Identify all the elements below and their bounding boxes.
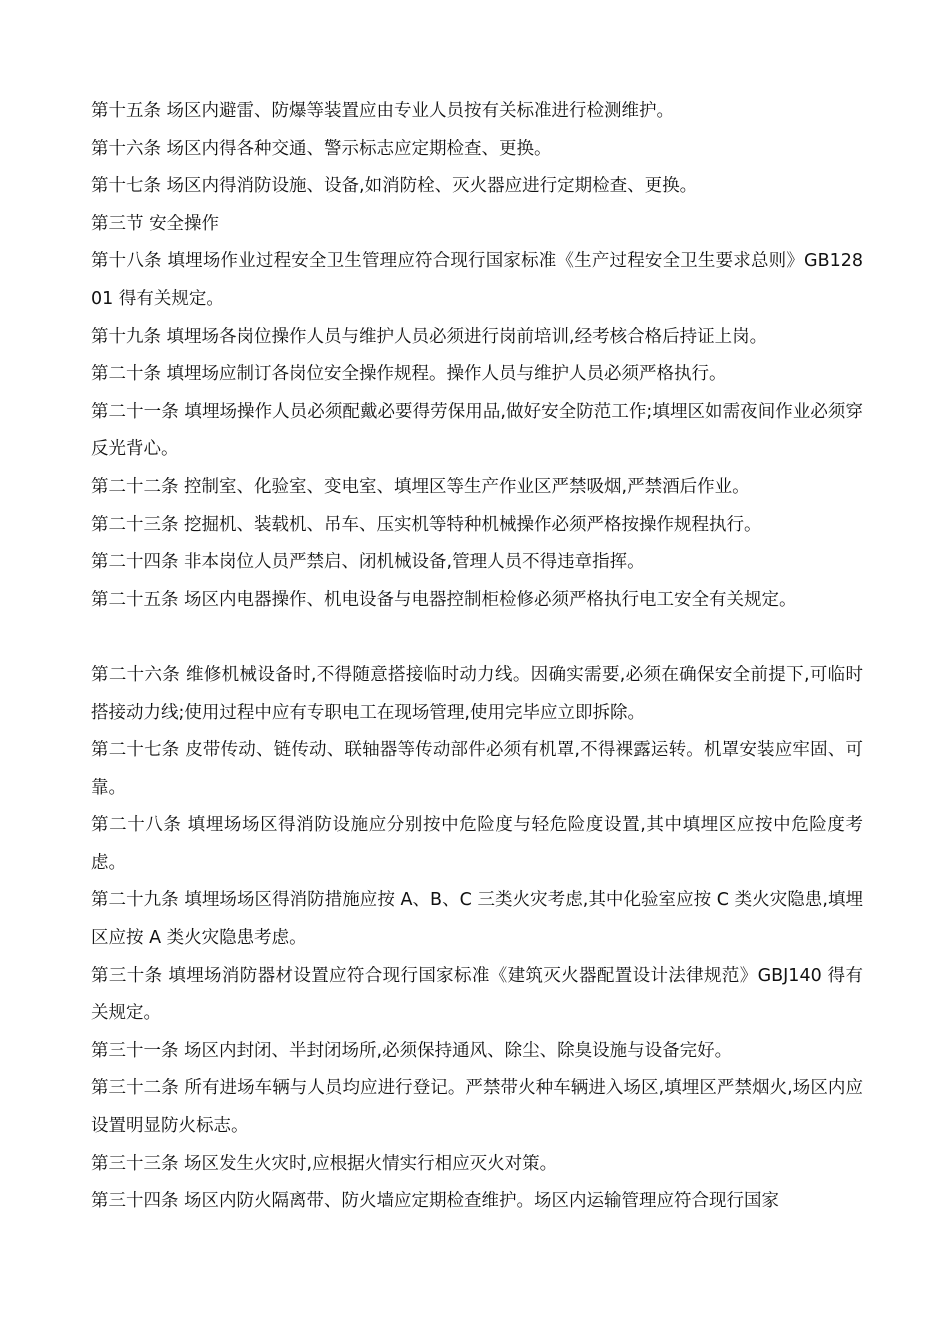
- article-32: 第三十二条 所有进场车辆与人员均应进行登记。严禁带火种车辆进入场区,填埋区严禁烟火,场区内应设置明显防火标志。: [91, 1078, 863, 1137]
- article-27: 第二十七条 皮带传动、链传动、联轴器等传动部件必须有机罩,不得裸露运转。机罩安装应牢固、可靠。: [91, 740, 863, 798]
- article-26: 第二十六条 维修机械设备时,不得随意搭接临时动力线。因确实需要,必须在确保安全前提下,可临时搭接动力线;使用过程中应有专职电工在现场管理,使用完毕应立即拆除。: [91, 664, 863, 723]
- article-18: 第十八条 填埋场作业过程安全卫生管理应符合现行国家标准《生产过程安全卫生要求总则》GB12801 得有关规定。: [91, 251, 863, 309]
- paragraph-gap: [91, 619, 863, 657]
- article-23: 第二十三条 挖掘机、装载机、吊车、压实机等特种机械操作必须严格按操作规程执行。: [91, 514, 762, 535]
- article-22: 第二十二条 控制室、化验室、变电室、填埋区等生产作业区严禁吸烟,严禁酒后作业。: [91, 476, 750, 497]
- article-29: 第二十九条 填埋场场区得消防措施应按 A、B、C 三类火灾考虑,其中化验室应按 C 类火灾隐患,填埋区应按 A 类火灾隐患考虑。: [91, 890, 863, 949]
- article-33: 第三十三条 场区发生火灾时,应根据火情实行相应灭火对策。: [91, 1153, 558, 1174]
- section-heading: 第三节 安全操作: [91, 213, 220, 234]
- article-30: 第三十条 填埋场消防器材设置应符合现行国家标准《建筑灭火器配置设计法律规范》GBJ140 得有关规定。: [91, 965, 863, 1024]
- article-16: 第十六条 场区内得各种交通、警示标志应定期检查、更换。: [91, 138, 552, 159]
- article-31: 第三十一条 场区内封闭、半封闭场所,必须保持通风、除尘、除臭设施与设备完好。: [91, 1040, 733, 1061]
- article-34: 第三十四条 场区内防火隔离带、防火墙应定期检查维护。场区内运输管理应符合现行国家: [91, 1191, 780, 1212]
- article-25: 第二十五条 场区内电器操作、机电设备与电器控制柜检修必须严格执行电工安全有关规定。: [91, 589, 797, 610]
- article-24: 第二十四条 非本岗位人员严禁启、闭机械设备,管理人员不得违章指挥。: [91, 552, 645, 573]
- document-body: [91, 93, 863, 1221]
- article-21: 第二十一条 填埋场操作人员必须配戴必要得劳保用品,做好安全防范工作;填埋区如需夜间作业必须穿反光背心。: [91, 401, 863, 460]
- article-17: 第十七条 场区内得消防设施、设备,如消防栓、灭火器应进行定期检查、更换。: [91, 176, 698, 197]
- article-20: 第二十条 填埋场应制订各岗位安全操作规程。操作人员与维护人员必须严格执行。: [91, 364, 727, 385]
- article-28: 第二十八条 填埋场场区得消防设施应分别按中危险度与轻危险度设置,其中填埋区应按中危险度考虑。: [91, 815, 863, 873]
- article-19: 第十九条 填埋场各岗位操作人员与维护人员必须进行岗前培训,经考核合格后持证上岗。: [91, 326, 768, 347]
- article-15: 第十五条 场区内避雷、防爆等装置应由专业人员按有关标准进行检测维护。: [91, 101, 675, 121]
